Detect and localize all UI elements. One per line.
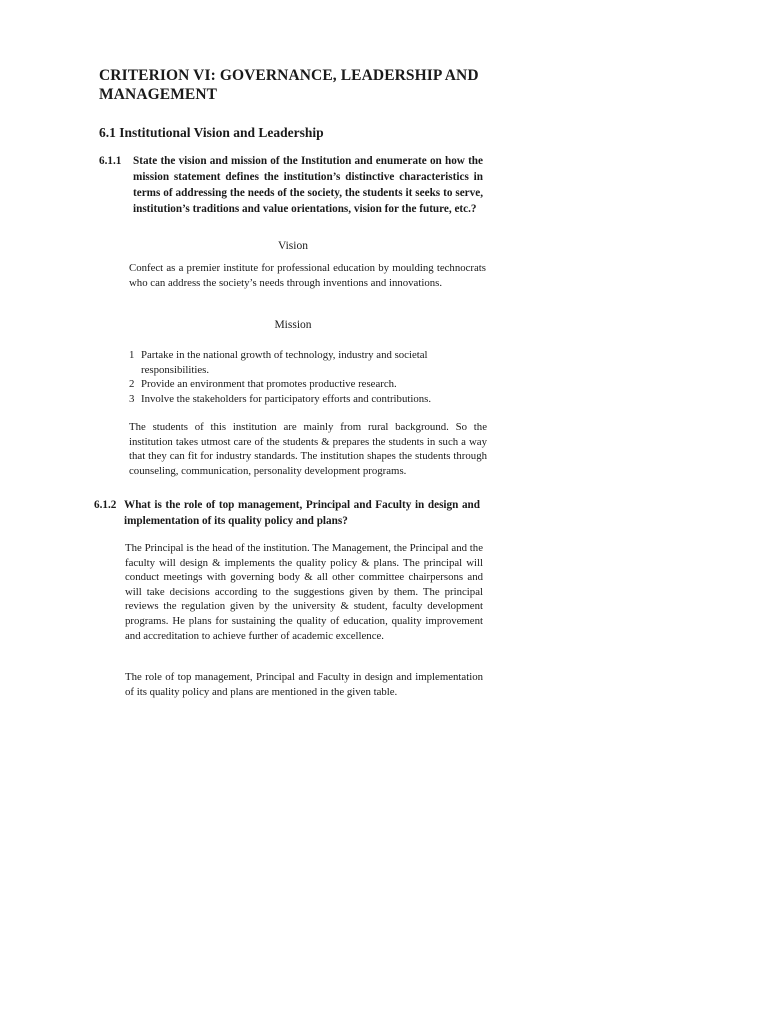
section-heading: 6.1 Institutional Vision and Leadership	[99, 125, 324, 140]
question-number: 6.1.1	[99, 155, 122, 167]
criterion-title: CRITERION VI: GOVERNANCE, LEADERSHIP AND MANAGEMENT	[99, 67, 479, 103]
vision-heading: Vision	[278, 240, 308, 252]
principal-role-paragraph: The Principal is the head of the institution. The Management, the Principal and the faculty will design & implements the quality policy & plans. The principal will conduct meetings with governing body & all other committee chairpersons and will take decisions according to the suggestions given by them. The principal reviews the regulation given by the university & student, faculty development programs. He plans for sustaining the quality of education, quality improvement and accreditation to achieve further of academic excellence.	[125, 542, 483, 642]
question-text: What is the role of top management, Principal and Faculty in design and implementation of its quality policy and plans?	[124, 499, 480, 527]
students-paragraph: The students of this institution are mainly from rural background. So the institution takes utmost care of the students & prepares the students in such a way that they can fit for industry standards. The institution shapes the students through counseling, communication, personality development programs.	[129, 421, 487, 477]
mission-item-number: 1	[129, 349, 135, 361]
mission-item	[129, 392, 489, 407]
question-text: State the vision and mission of the Institution and enumerate on how the mission statement defines the institution’s distinctive characteristics in terms of addressing the needs of the society, the students it seeks to serve, institution’s traditions and value orientations, vision for the future, etc.?	[133, 155, 483, 215]
mission-item-text: Partake in the national growth of technology, industry and societal responsibilities.	[141, 349, 428, 376]
mission-item-number: 2	[129, 378, 135, 391]
role-summary-paragraph: The role of top management, Principal and Faculty in design and implementation of its quality policy and plans are mentioned in the given table.	[125, 671, 483, 698]
mission-list	[129, 348, 489, 406]
mission-item-text: Provide an environment that promotes productive research.	[141, 378, 397, 391]
mission-item	[129, 377, 489, 392]
question-number: 6.1.2	[94, 499, 117, 511]
question-6-1-2	[94, 497, 480, 529]
mission-item	[129, 348, 489, 377]
mission-heading: Mission	[274, 319, 312, 331]
question-6-1-1	[99, 153, 483, 217]
mission-item-text: Involve the stakeholders for participatory efforts and contributions.	[141, 392, 432, 405]
vision-statement: Confect as a premier institute for professional education by moulding technocrats who can address the society’s needs through inventions and innovations.	[129, 262, 486, 289]
mission-item-number: 3	[129, 392, 135, 405]
